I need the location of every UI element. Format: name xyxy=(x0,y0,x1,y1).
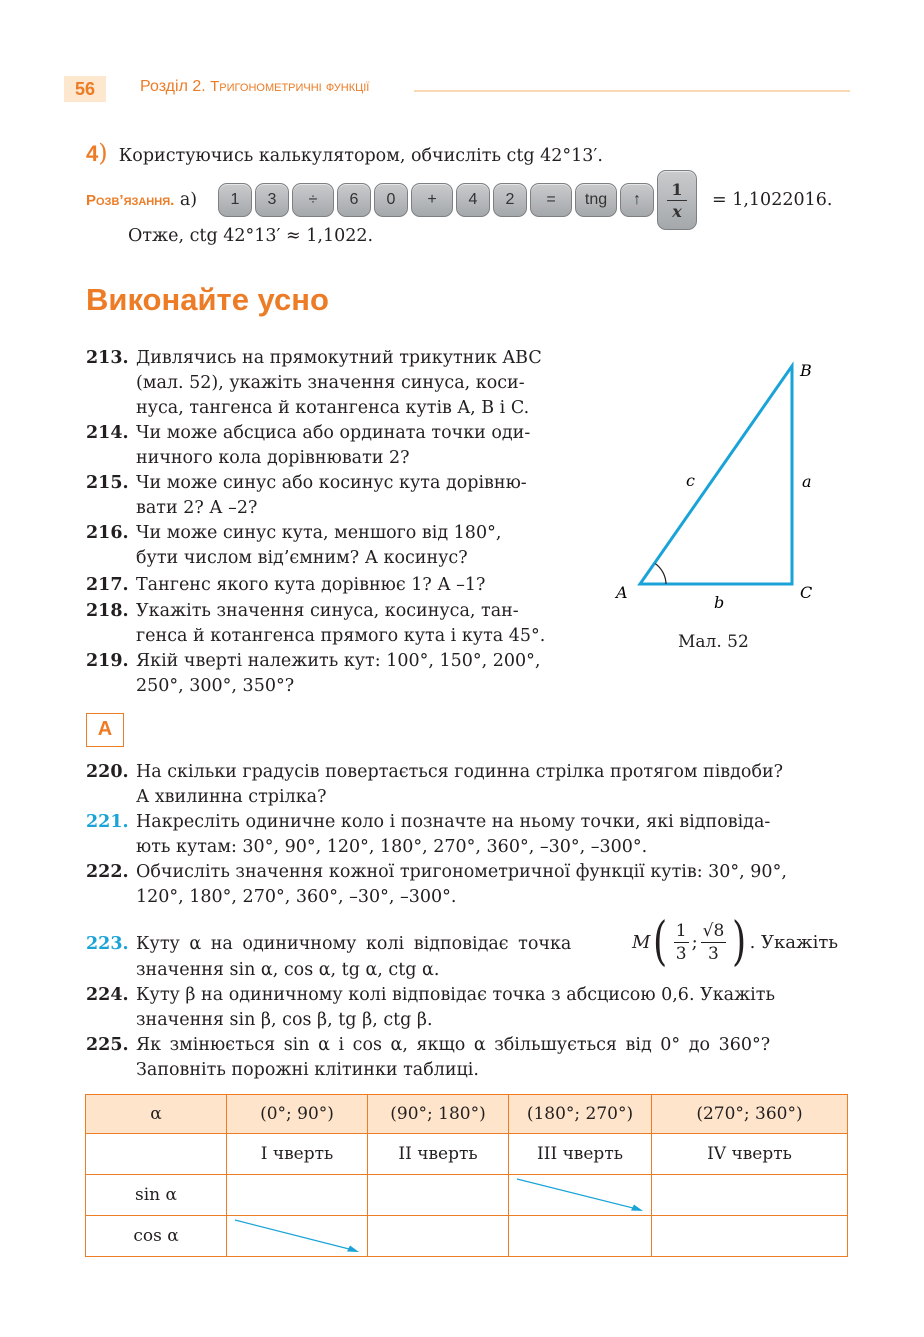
task-line: Якій чверті належить кут: 100°, 150°, 200°, xyxy=(136,651,541,671)
table-header-cell: (90°; 180°) xyxy=(368,1095,509,1134)
chapter-title: Тригонометричні функції xyxy=(210,78,370,95)
sign-table xyxy=(85,1094,848,1257)
right-paren: ) xyxy=(732,912,747,972)
task-line: Заповніть порожні клітинки таблиці. xyxy=(136,1060,479,1080)
label-a-vertex: A xyxy=(616,583,628,602)
fraction-2-num: √8 xyxy=(702,920,725,941)
task-number: 214. xyxy=(86,423,129,443)
fraction-1 xyxy=(674,920,689,965)
task-line: бути числом від’ємним? А косинус? xyxy=(136,548,468,568)
table-cell xyxy=(227,1216,368,1257)
task-line: Як змінюється sin α і cos α, якщо α збільшується від 0° до 360°? xyxy=(136,1035,771,1055)
task-line: ють кутам: 30°, 90°, 120°, 180°, 270°, 360°, –30°, –300°. xyxy=(136,837,648,857)
table-header-cell: α xyxy=(86,1095,227,1134)
task-line: Чи може синус або косинус кута дорівню- xyxy=(136,473,527,493)
fraction-1-num: 1 xyxy=(675,920,687,941)
table-cell xyxy=(652,1216,848,1257)
task-line: генса й котангенса прямого кута і кута 45°. xyxy=(136,626,546,646)
decreasing-arrow xyxy=(509,1175,651,1215)
task-line: Накресліть одиничне коло і позначте на ньому точки, які відповіда- xyxy=(136,812,771,832)
task-line: Обчисліть значення кожної тригонометричної функції кутів: 30°, 90°, xyxy=(136,862,787,882)
table-cell xyxy=(509,1216,652,1257)
task-number: 224. xyxy=(86,985,129,1005)
task-line: Чи може абсциса або ордината точки оди- xyxy=(136,423,531,443)
task-number: 213. xyxy=(86,348,129,368)
task-number: 225. xyxy=(86,1035,129,1055)
fraction-2 xyxy=(701,920,727,965)
point-label: M xyxy=(632,931,651,953)
task-number: 215. xyxy=(86,473,129,493)
calc-key: 1 xyxy=(218,183,252,217)
calc-key: 6 xyxy=(337,183,371,217)
table-cell-label: sin α xyxy=(86,1175,227,1216)
label-side-a: a xyxy=(802,472,812,491)
calculator-keys xyxy=(218,180,697,220)
task-number: 217. xyxy=(86,575,129,595)
task-line: ничного кола дорівнювати 2? xyxy=(136,448,410,468)
task-line: Куту α на одиничному колі відповідає точка xyxy=(136,934,572,954)
task-line: Укажіть значення синуса, косинуса, тан- xyxy=(136,601,519,621)
section-title: Виконайте усно xyxy=(86,282,329,317)
table-header-cell: (270°; 360°) xyxy=(652,1095,848,1134)
task-number: 216. xyxy=(86,523,129,543)
task-line: А хвилинна стрілка? xyxy=(136,787,327,807)
header-rule xyxy=(414,90,850,92)
calc-key: = xyxy=(530,183,572,217)
task-line: Чи може синус кута, меншого від 180°, xyxy=(136,523,502,543)
table-cell xyxy=(227,1175,368,1216)
triangle-abc xyxy=(640,366,792,584)
table-row xyxy=(86,1175,848,1216)
table-row xyxy=(86,1134,848,1175)
solution-label-line xyxy=(86,188,197,213)
figure-caption: Мал. 52 xyxy=(678,632,749,652)
table-cell: I чверть xyxy=(227,1134,368,1175)
calc-key: 4 xyxy=(456,183,490,217)
task-line: Тангенс якого кута дорівнює 1? А –1? xyxy=(136,575,486,595)
solution-label: Розв’язання. xyxy=(86,192,175,209)
calc-key: 3 xyxy=(255,183,289,217)
task-number: 219. xyxy=(86,651,129,671)
table-header-cell: (0°; 90°) xyxy=(227,1095,368,1134)
task-number: 220. xyxy=(86,762,129,782)
table-cell: III чверть xyxy=(509,1134,652,1175)
table-cell: IV чверть xyxy=(652,1134,848,1175)
task-line: значення sin α, cos α, tg α, ctg α. xyxy=(136,960,440,980)
task-line: значення sin β, cos β, tg β, ctg β. xyxy=(136,1010,433,1030)
table-header-row xyxy=(86,1095,848,1134)
label-side-c: c xyxy=(686,471,695,490)
task-number: 223. xyxy=(86,934,129,954)
reciprocal-denominator: x xyxy=(672,201,682,221)
task-number: 222. xyxy=(86,862,129,882)
task-number: 221. xyxy=(86,812,129,832)
task-line: нуса, тангенса й котангенса кутів A, B і C. xyxy=(136,398,530,418)
task-line: Куту β на одиничному колі відповідає точка з абсцисою 0,6. Укажіть xyxy=(136,985,775,1005)
table-header-cell: (180°; 270°) xyxy=(509,1095,652,1134)
task-line: На скільки градусів повертається годинна стрілка протягом півдоби? xyxy=(136,762,784,782)
triangle-figure xyxy=(600,352,860,662)
coordinate-separator: ; xyxy=(691,931,698,953)
fraction-2-den: 3 xyxy=(708,943,719,964)
reciprocal-numerator: 1 xyxy=(671,179,683,199)
task-line: 120°, 180°, 270°, 360°, –30°, –300°. xyxy=(136,887,457,907)
task-line: Дивлячись на прямокутний трикутник ABC xyxy=(136,348,542,368)
task-line: (мал. 52), укажіть значення синуса, коси- xyxy=(136,373,525,393)
point-m-coordinates xyxy=(632,912,838,972)
task-line: вати 2? А –2? xyxy=(136,498,258,518)
example-number: 4 xyxy=(86,141,99,166)
page-number: 56 xyxy=(64,76,106,102)
calc-result: = 1,1022016. xyxy=(712,190,833,210)
table-cell xyxy=(368,1175,509,1216)
example-task: Користуючись калькулятором, обчисліть ctg 42°13′. xyxy=(118,146,603,166)
task-number: 218. xyxy=(86,601,129,621)
calc-key: ÷ xyxy=(292,183,334,217)
calc-key: tng xyxy=(575,183,617,217)
calc-key-reciprocal xyxy=(657,170,697,230)
chapter-label: Розділ 2. xyxy=(140,78,206,95)
table-row xyxy=(86,1216,848,1257)
left-paren: ( xyxy=(653,912,668,972)
calc-key: ↑ xyxy=(620,183,654,217)
calc-key: + xyxy=(411,183,453,217)
table-cell xyxy=(368,1216,509,1257)
table-cell xyxy=(509,1175,652,1216)
task-line: 250°, 300°, 350°? xyxy=(136,676,295,696)
decreasing-arrow xyxy=(227,1216,367,1256)
level-marker: А xyxy=(86,713,124,747)
table-cell xyxy=(652,1175,848,1216)
example-conclusion: Отже, ctg 42°13′ ≈ 1,1022. xyxy=(128,226,374,246)
example-4: 4) Користуючись калькулятором, обчисліть ctg 42°13′. xyxy=(86,139,603,167)
table-cell xyxy=(86,1134,227,1175)
calc-key: 0 xyxy=(374,183,408,217)
angle-a-arc xyxy=(655,564,666,584)
table-cell-label: cos α xyxy=(86,1216,227,1257)
solution-part: а) xyxy=(179,190,198,210)
calc-key: 2 xyxy=(493,183,527,217)
task-223-tail: . Укажіть xyxy=(749,931,839,953)
label-side-b: b xyxy=(714,593,725,612)
fraction-1-den: 3 xyxy=(675,943,687,964)
table-cell: II чверть xyxy=(368,1134,509,1175)
label-c-vertex: C xyxy=(800,583,813,602)
label-b-vertex: B xyxy=(800,361,812,380)
running-head xyxy=(140,78,369,96)
